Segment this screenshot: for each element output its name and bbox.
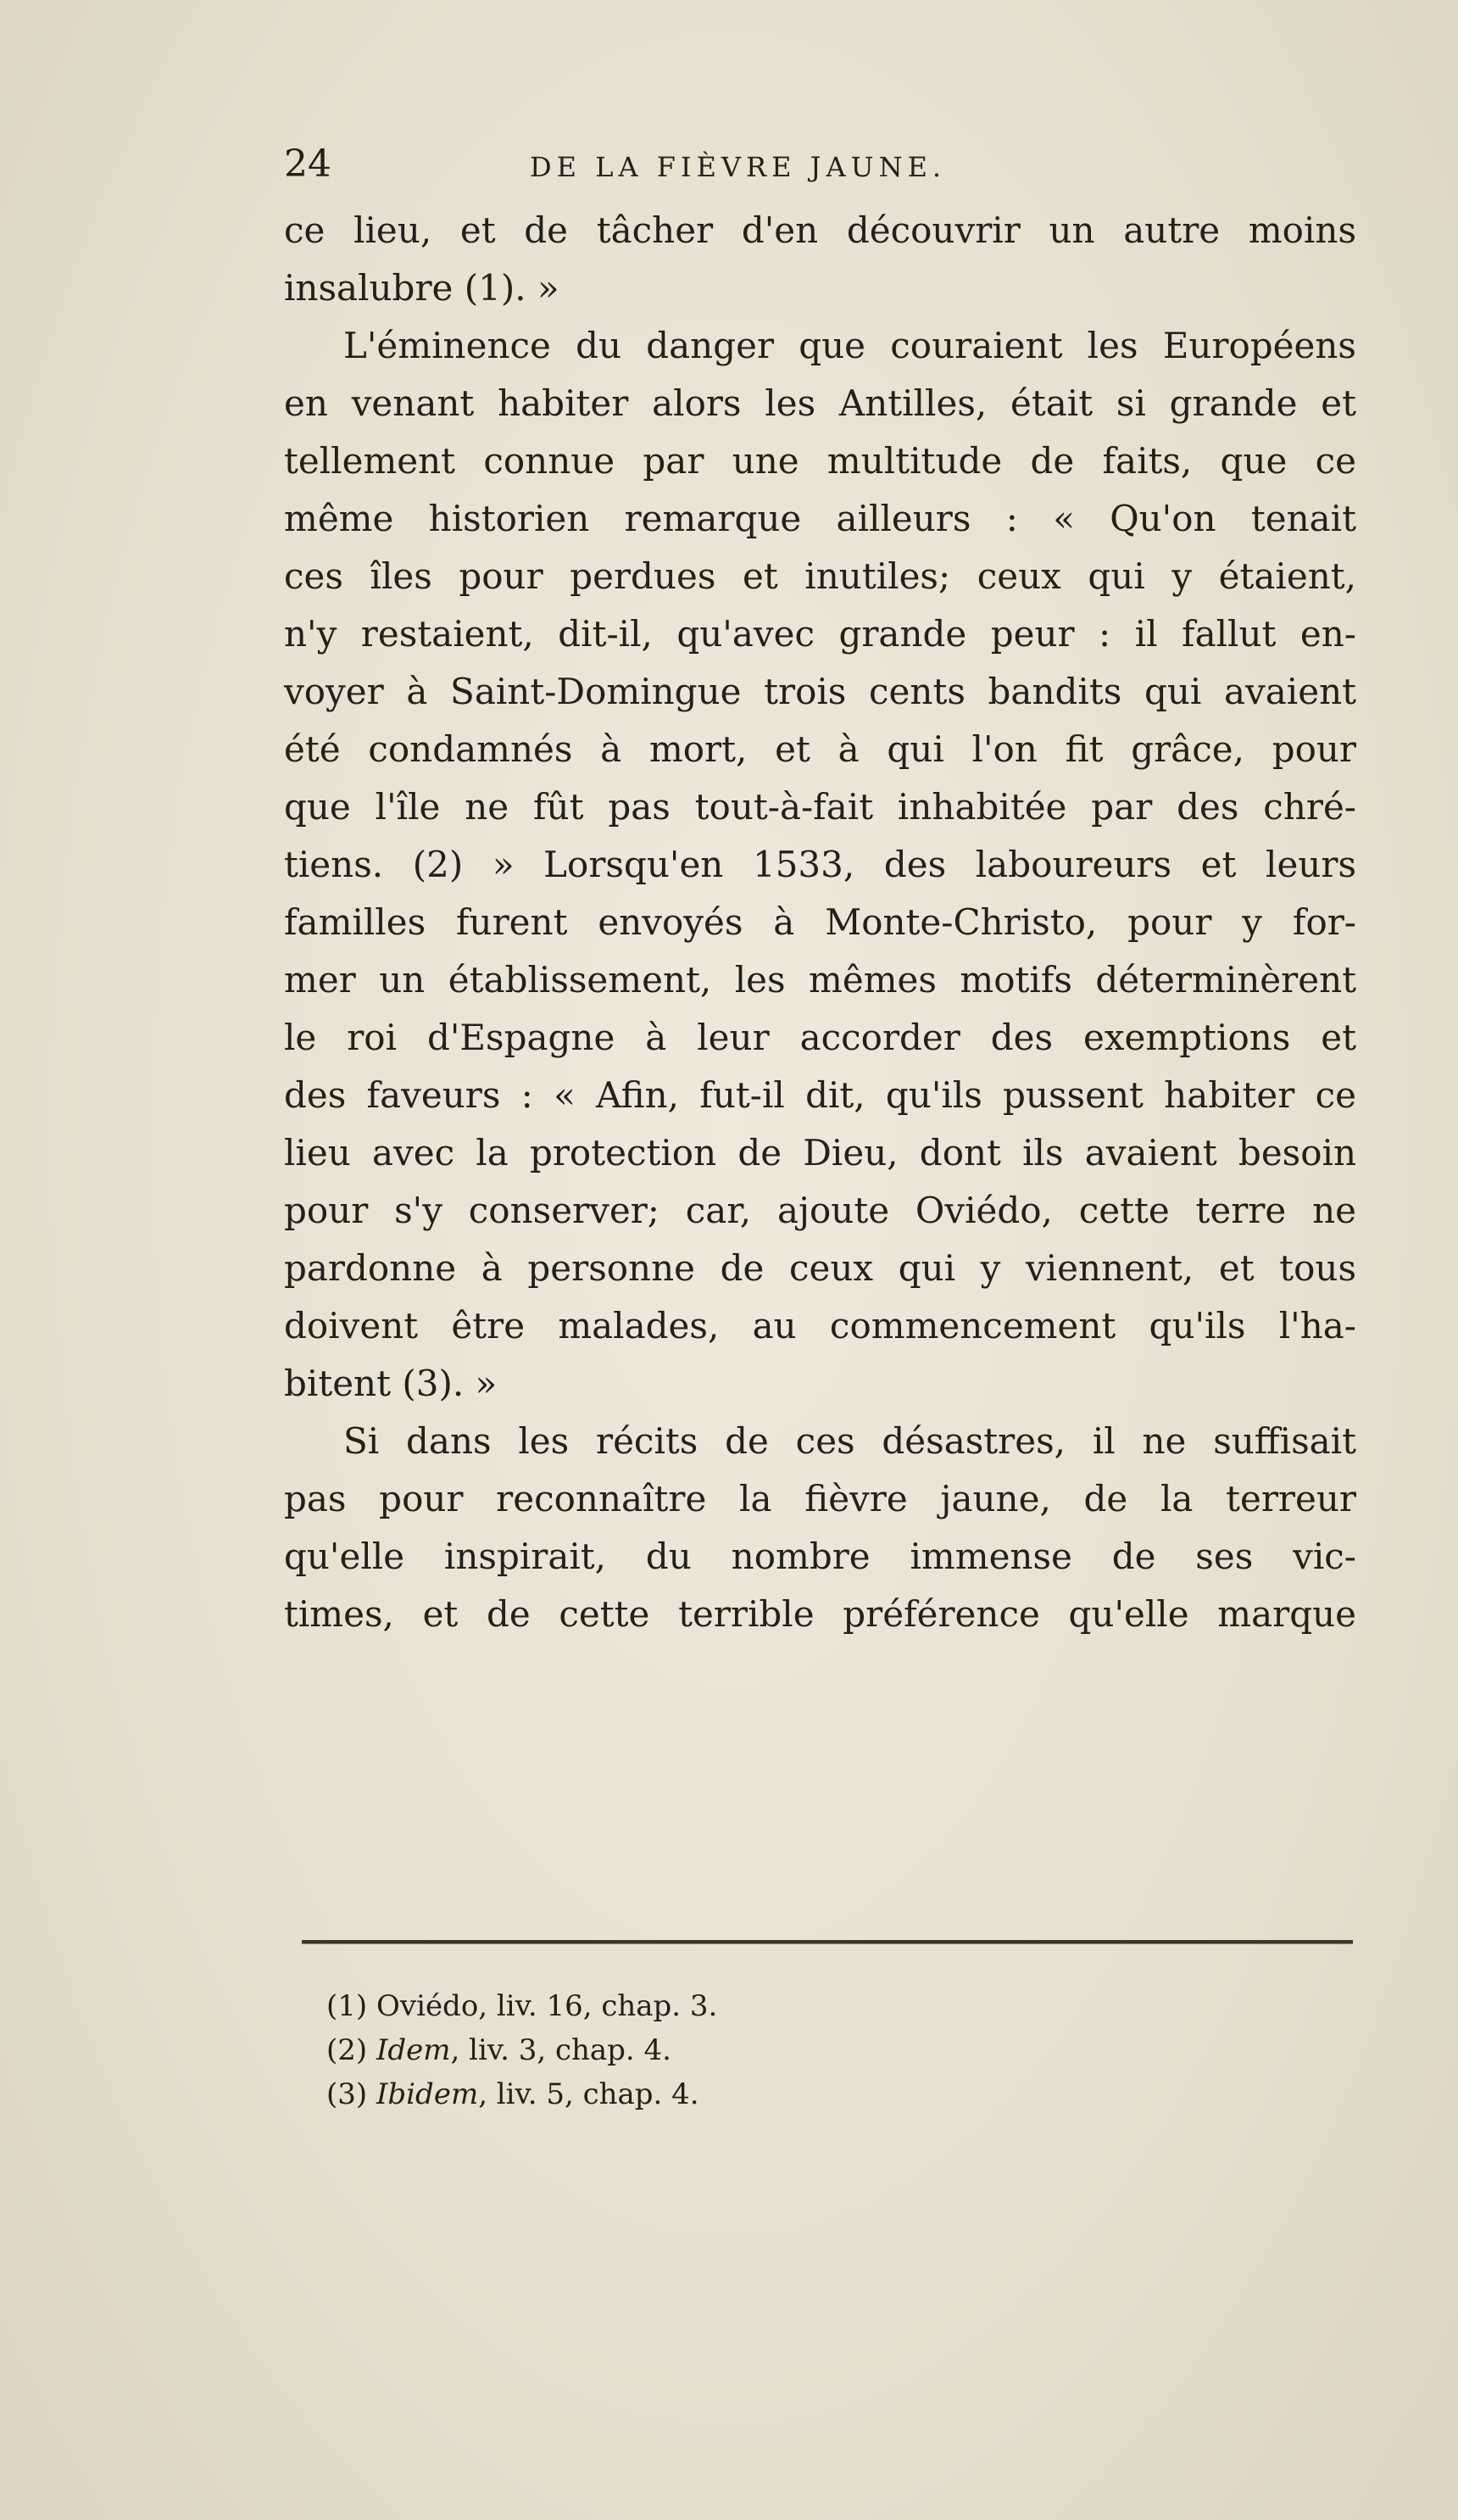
text-line: même historien remarque ailleurs : « Qu'on tenait bbox=[284, 498, 1356, 539]
running-head bbox=[284, 136, 1356, 195]
text-line: voyer à Saint-Domingue trois cents bandits qui avaient bbox=[284, 671, 1356, 712]
running-title: DE LA FIÈVRE JAUNE. bbox=[530, 151, 947, 183]
footnote bbox=[326, 2028, 717, 2072]
footnote-mark: (1) bbox=[326, 1989, 368, 2023]
footnote-mark: (3) bbox=[326, 2077, 368, 2111]
text-line: lieu avec la protection de Dieu, dont ils avaient besoin bbox=[284, 1132, 1356, 1174]
footnote bbox=[326, 1984, 717, 2028]
text-line: ces îles pour perdues et inutiles; ceux qui y étaient, bbox=[284, 555, 1356, 597]
page-number: 24 bbox=[284, 142, 331, 186]
text-line: pour s'y conserver; car, ajoute Oviédo, cette terre ne bbox=[284, 1190, 1356, 1231]
text-line: tellement connue par une multitude de faits, que ce bbox=[284, 440, 1356, 482]
text-line: Si dans les récits de ces désastres, il ne suffisait bbox=[343, 1420, 1356, 1462]
text-line: familles furent envoyés à Monte-Christo, pour y for- bbox=[284, 901, 1356, 943]
footnotes bbox=[326, 1984, 717, 2116]
text-line: doivent être malades, au commencement qu'ils l'ha- bbox=[284, 1305, 1356, 1346]
footnote-rule bbox=[302, 1940, 1353, 1944]
text-line: que l'île ne fût pas tout-à-fait inhabitée par des chré- bbox=[284, 786, 1356, 828]
footnote-source: Ibidem bbox=[376, 2077, 479, 2111]
footnote-reference: , liv. 5, chap. 4. bbox=[478, 2077, 699, 2111]
text-line: n'y restaient, dit-il, qu'avec grande peur : il fallut en- bbox=[284, 613, 1356, 655]
text-line: pardonne à personne de ceux qui y viennent, et tous bbox=[284, 1247, 1356, 1289]
text-line: en venant habiter alors les Antilles, était si grande et bbox=[284, 382, 1356, 424]
text-line: mer un établissement, les mêmes motifs déterminèrent bbox=[284, 959, 1356, 1001]
text-line: L'éminence du danger que couraient les Européens bbox=[343, 325, 1356, 366]
footnote-source: Idem bbox=[376, 2033, 451, 2067]
text-line: bitent (3). » bbox=[284, 1363, 498, 1404]
text-line: des faveurs : « Afin, fut-il dit, qu'ils pussent habiter ce bbox=[284, 1074, 1356, 1116]
text-line: qu'elle inspirait, du nombre immense de ses vic- bbox=[284, 1536, 1356, 1577]
text-block bbox=[284, 136, 1356, 1643]
text-line: le roi d'Espagne à leur accorder des exemptions et bbox=[284, 1017, 1356, 1058]
footnote-mark: (2) bbox=[326, 2033, 368, 2067]
text-line: pas pour reconnaître la fièvre jaune, de la terreur bbox=[284, 1478, 1356, 1519]
text-line: insalubre (1). » bbox=[284, 267, 559, 309]
text-line: times, et de cette terrible préférence qu'elle marque bbox=[284, 1593, 1356, 1635]
footnote-reference: , liv. 3, chap. 4. bbox=[450, 2033, 671, 2067]
footnote-reference: , liv. 16, chap. 3. bbox=[478, 1989, 718, 2023]
text-line: été condamnés à mort, et à qui l'on fit grâce, pour bbox=[284, 728, 1356, 770]
footnote bbox=[326, 2072, 717, 2116]
text-line: ce lieu, et de tâcher d'en découvrir un autre moins bbox=[284, 209, 1356, 251]
body-text bbox=[284, 202, 1356, 1643]
text-line: tiens. (2) » Lorsqu'en 1533, des laboureurs et leurs bbox=[284, 844, 1356, 885]
footnote-source: Oviédo bbox=[376, 1989, 479, 2023]
